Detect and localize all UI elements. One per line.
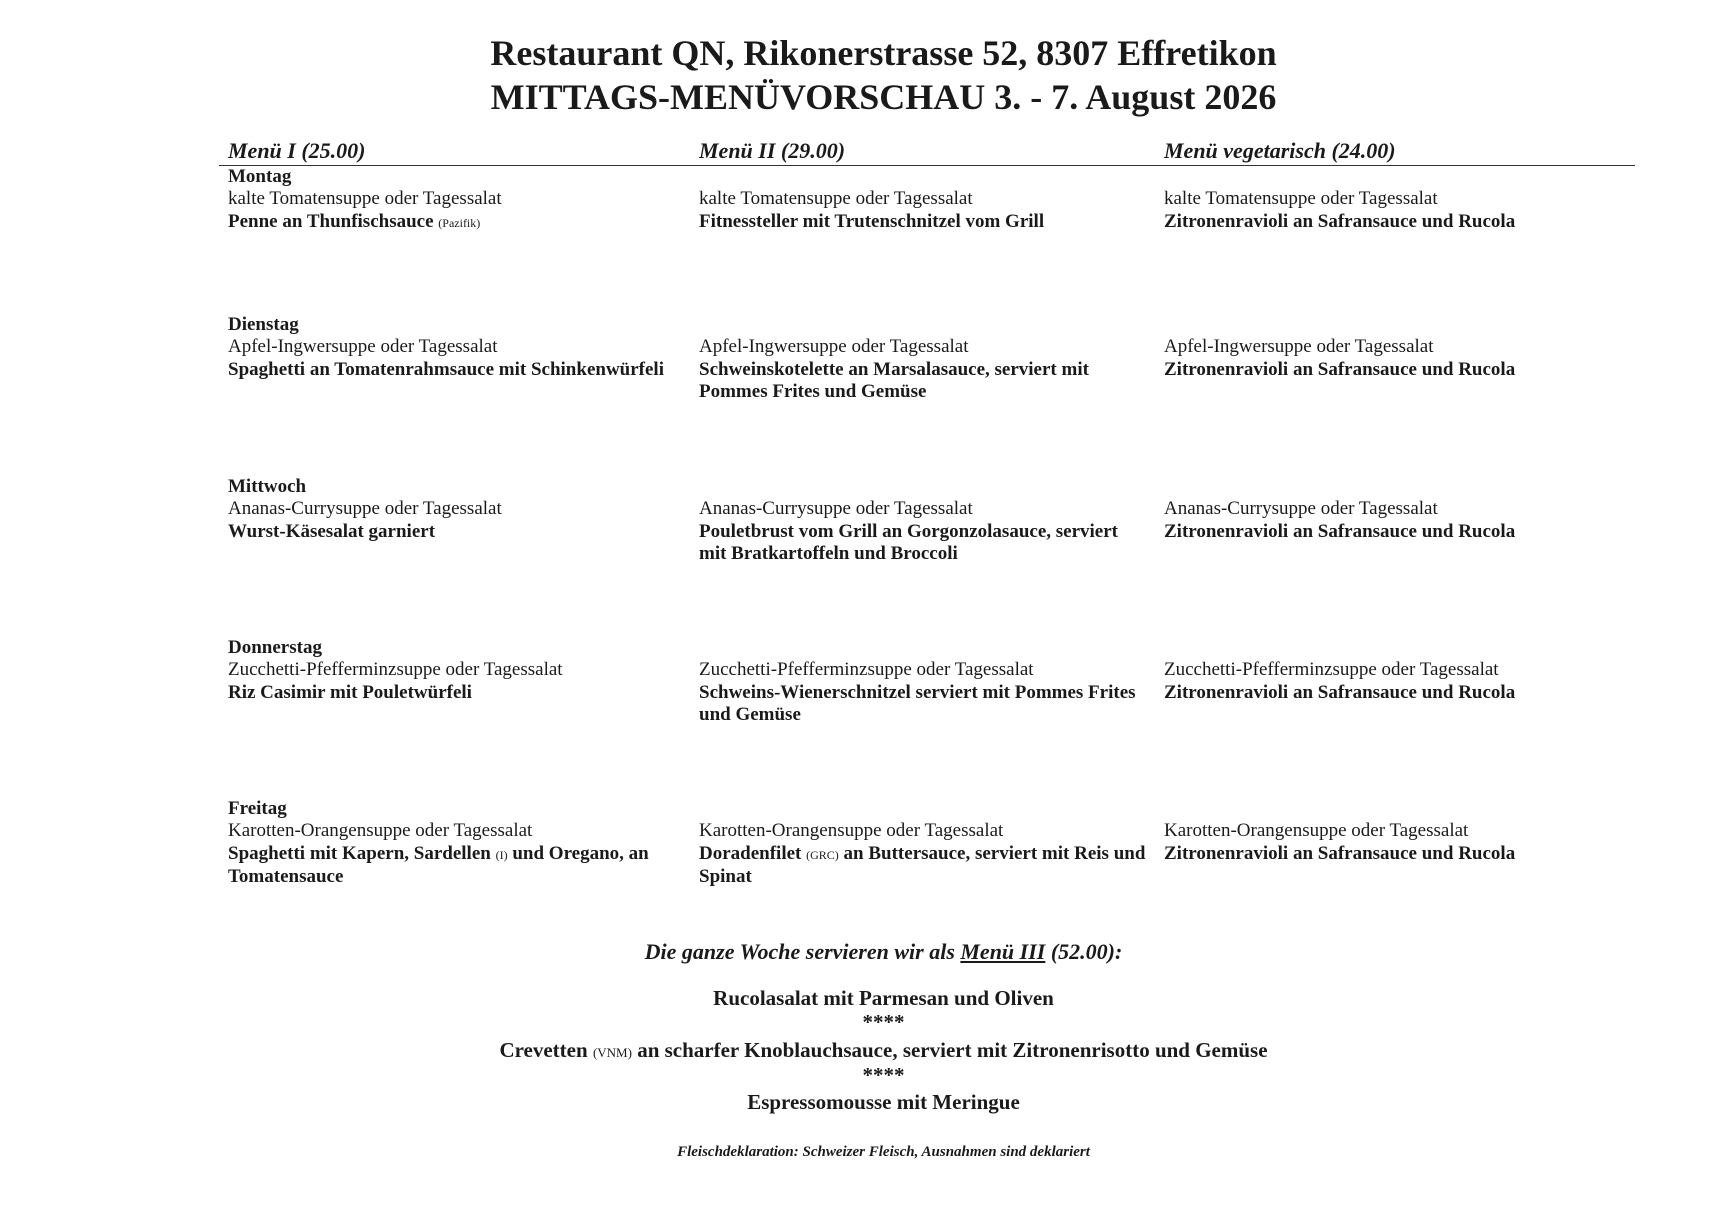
column-header-menu-vegetarian: Menü vegetarisch (24.00) — [1164, 138, 1396, 163]
main-dish-text: Zitronenravioli an Safransauce und Rucola — [1164, 520, 1516, 542]
main-dish-text: Zitronenravioli an Safransauce und Rucola — [1164, 681, 1516, 703]
soup-text: Ananas-Currysuppe oder Tagessalat — [1164, 498, 1438, 519]
origin-note: (I) — [495, 847, 508, 862]
menu-cell — [1164, 498, 1634, 543]
soup-text: Ananas-Currysuppe oder Tagessalat — [228, 498, 502, 519]
soup-text: Karotten-Orangensuppe oder Tagessalat — [1164, 820, 1469, 841]
menu-cell — [228, 336, 668, 381]
soup-text: Karotten-Orangensuppe oder Tagessalat — [228, 820, 533, 841]
day-label-mittwoch: Mittwoch — [228, 476, 307, 497]
course-separator: **** — [862, 1063, 905, 1087]
soup-text: Ananas-Currysuppe oder Tagessalat — [699, 498, 973, 519]
main-dish-text: Pouletbrust vom Grill an Gorgonzolasauce, serviert mit Bratkartoffeln und Broccoli — [699, 520, 1118, 564]
menu-cell — [699, 336, 1149, 404]
menu-cell — [1164, 336, 1634, 381]
menu-3-label: Menü III — [960, 939, 1046, 964]
menu-cell — [699, 498, 1149, 566]
origin-note: (VNM) — [592, 1045, 632, 1060]
main-dish-text: Spaghetti an Tomatenrahmsauce mit Schinkenwürfeli — [228, 358, 664, 380]
day-label-montag: Montag — [228, 166, 292, 187]
soup-text: Apfel-Ingwersuppe oder Tagessalat — [1164, 336, 1434, 357]
main-dish-text: Schweinskotelette an Marsalasauce, serviert mit Pommes Frites und Gemüse — [699, 358, 1089, 402]
column-header-menu-2: Menü II (29.00) — [699, 138, 846, 163]
origin-note: (Pazifik) — [438, 215, 481, 230]
menu-cell — [1164, 820, 1634, 865]
menu-cell — [228, 659, 668, 704]
main-dish-text: Zitronenravioli an Safransauce und Rucola — [1164, 358, 1516, 380]
main-dish-text: Doradenfilet (GRC) an Buttersauce, serviert mit Reis und Spinat — [699, 842, 1146, 887]
soup-text: Apfel-Ingwersuppe oder Tagessalat — [228, 336, 498, 357]
main-dish-text: Penne an Thunfischsauce (Pazifik) — [228, 210, 481, 232]
menu-cell — [699, 188, 1149, 233]
menu-cell — [699, 659, 1149, 727]
day-label-donnerstag: Donnerstag — [228, 637, 322, 658]
menu-cell — [699, 820, 1149, 889]
weekly-starter: Rucolasalat mit Parmesan und Oliven — [713, 986, 1054, 1010]
restaurant-address-title: Restaurant QN, Rikonerstrasse 52, 8307 Effretikon — [490, 33, 1277, 73]
soup-text: kalte Tomatensuppe oder Tagessalat — [1164, 188, 1438, 209]
menu-cell — [228, 188, 668, 234]
main-dish-text: Spaghetti mit Kapern, Sardellen (I) und Oregano, an Tomatensauce — [228, 842, 649, 887]
origin-note: (GRC) — [806, 847, 839, 862]
soup-text: Zucchetti-Pfefferminzsuppe oder Tagessalat — [699, 659, 1034, 680]
menu-cell — [228, 820, 668, 889]
weekly-main-course: Crevetten (VNM) an scharfer Knoblauchsauce, serviert mit Zitronenrisotto und Gemüse — [499, 1038, 1268, 1062]
soup-text: kalte Tomatensuppe oder Tagessalat — [699, 188, 973, 209]
column-header-menu-1: Menü I (25.00) — [228, 138, 366, 163]
main-dish-text: Fitnessteller mit Trutenschnitzel vom Grill — [699, 210, 1045, 232]
main-dish-text: Wurst-Käsesalat garniert — [228, 520, 436, 542]
menu-preview-title: MITTAGS-MENÜVORSCHAU 3. - 7. August 2026 — [490, 77, 1277, 117]
menu-cell — [1164, 188, 1634, 233]
soup-text: Karotten-Orangensuppe oder Tagessalat — [699, 820, 1004, 841]
main-dish-text: Riz Casimir mit Pouletwürfeli — [228, 681, 472, 703]
weekly-menu-heading: Die ganze Woche servieren wir als Menü III (52.00): — [644, 939, 1123, 964]
weekly-dessert: Espressomousse mit Meringue — [747, 1090, 1020, 1114]
soup-text: Zucchetti-Pfefferminzsuppe oder Tagessalat — [228, 659, 563, 680]
main-dish-text: Zitronenravioli an Safransauce und Rucola — [1164, 210, 1516, 232]
menu-cell — [228, 498, 668, 543]
main-dish-text: Schweins-Wienerschnitzel serviert mit Pommes Frites und Gemüse — [699, 681, 1136, 725]
day-label-dienstag: Dienstag — [228, 314, 299, 335]
soup-text: Zucchetti-Pfefferminzsuppe oder Tagessalat — [1164, 659, 1499, 680]
course-separator: **** — [862, 1010, 905, 1034]
main-dish-text: Zitronenravioli an Safransauce und Rucola — [1164, 842, 1516, 864]
soup-text: kalte Tomatensuppe oder Tagessalat — [228, 188, 502, 209]
header-divider — [219, 165, 1635, 166]
meat-declaration-note: Fleischdeklaration: Schweizer Fleisch, Ausnahmen sind deklariert — [677, 1144, 1090, 1160]
day-label-freitag: Freitag — [228, 798, 287, 819]
soup-text: Apfel-Ingwersuppe oder Tagessalat — [699, 336, 969, 357]
menu-cell — [1164, 659, 1634, 704]
